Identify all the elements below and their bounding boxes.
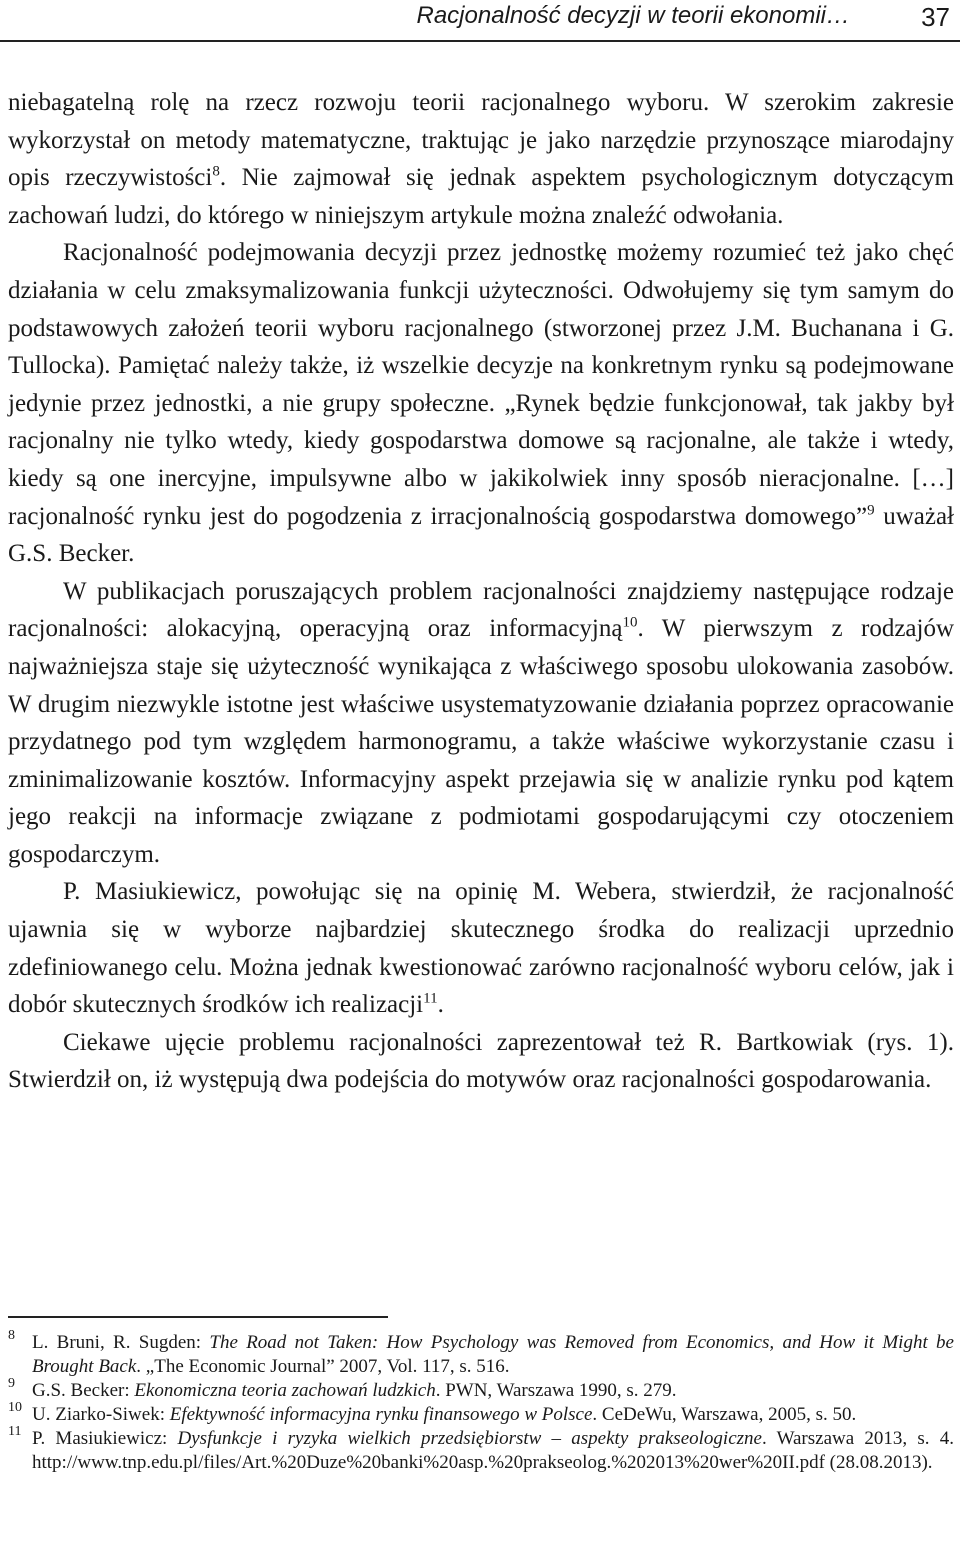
paragraph: Ciekawe ujęcie problemu racjonalności zaprezentował też R. Bartkowiak (rys. 1). Stwierdził on, iż występują dwa podejścia do motywów oraz racjonalności gospodarowania. bbox=[8, 1028, 954, 1094]
footnotes bbox=[8, 1328, 954, 1475]
footnote: 8 L. Bruni, R. Sugden: The Road not Taken: How Psychology was Removed from Economics, and How it Might be Brought Back. „The Economic Journal” 2007, Vol. 117, s. 516. bbox=[8, 1331, 954, 1379]
footnote-number: 9 bbox=[8, 1376, 15, 1391]
page-header bbox=[0, 0, 960, 44]
footnote-divider bbox=[8, 1316, 388, 1318]
footnote-number: 11 bbox=[8, 1424, 22, 1439]
footnote-number: 8 bbox=[8, 1328, 15, 1343]
footnote-ref-10[interactable]: 10 bbox=[622, 614, 638, 631]
paragraph: niebagatelną rolę na rzecz rozwoju teorii racjonalnego wyboru. W szerokim zakresie wykorzystał on metody matematyczne, traktując je jako narzędzie przynoszące miarodajny opis rzeczywistości$^8$. Nie zajmował się jednak aspektem psychologicznym dotyczącym zachowań ludzi, do którego w niniejszym artykule można znaleźć odwołania. bbox=[8, 89, 954, 229]
body-text bbox=[8, 84, 954, 1099]
footnote-ref-11[interactable]: 11 bbox=[423, 990, 438, 1007]
footnote: 10 U. Ziarko-Siwek: Efektywność informacyjna rynku finansowego w Polsce. CeDeWu, Warszawa, 2005, s. 50. bbox=[8, 1403, 954, 1427]
footnote-number: 10 bbox=[8, 1400, 22, 1415]
page-number: 37 bbox=[921, 2, 950, 32]
footnote-ref-8[interactable]: 8 bbox=[212, 163, 220, 180]
footnote-link[interactable]: . Warszawa 2013, s. 4. http://www.tnp.edu.pl/files/Art.%20Duze%20banki%20asp.%20prakseolog.%202013%20wer%20II.pdf (28.08.2013). bbox=[32, 1428, 954, 1473]
paragraph: P. Masiukiewicz, powołując się na opinię M. Webera, stwierdził, że racjonalność ujawnia się w wyborze najbardziej skutecznego środka do realizacji uprzednio zdefiniowanego celu. Można jednak kwestionować zarówno racjonalność wyboru celów, jak i dobór skutecznych środków ich realizacji$^{11}$. bbox=[8, 878, 954, 1019]
footnote: 11 P. Masiukiewicz: Dysfunkcje i ryzyka wielkich przedsiębiorstw – aspekty prakseologiczne. Warszawa 2013, s. 4. http://www.tnp.edu.pl/files/Art.%20Duze%20banki%20asp.%20prakseolog.%202013%20wer%20II.pdf (28.08.2013). bbox=[8, 1427, 954, 1475]
paragraph: W publikacjach poruszających problem racjonalności znajdziemy następujące rodzaje racjonalności: alokacyjną, operacyjną oraz informacyjną$^{10}$. W pierwszym z rodzajów najważniejsza staje się użyteczność wynikająca z właściwego sposobu ulokowania zasobów. W drugim niezwykle istotne jest właściwe usystematyzowanie działania poprzez opracowanie przydatnego pod tym względem harmonogramu, a także właściwe wykorzystanie czasu i zminimalizowanie kosztów. Informacyjny aspekt przejawia się w analizie rynku pod kątem jego reakcji na informacje związane z podmiotami gospodarującymi czy otoczeniem gospodarczym. bbox=[8, 577, 955, 868]
footnote: 9 G.S. Becker: Ekonomiczna teoria zachowań ludzkich. PWN, Warszawa 1990, s. 279. bbox=[8, 1379, 954, 1403]
paragraph: Racjonalność podejmowania decyzji przez jednostkę możemy rozumieć też jako chęć działania w celu zmaksymalizowania funkcji użyteczności. Odwołujemy się tym samym do podstawowych założeń teorii wyboru racjonalnego (stworzonej przez J.M. Buchanana i G. Tullocka). Pamiętać należy także, iż wszelkie decyzje na konkretnym rynku są podejmowane jedynie przez jednostki, a nie grupy społeczne. „Rynek będzie funkcjonował, tak jakby był racjonalny nie tylko wtedy, kiedy gospodarstwa domowe są racjonalne, ale także i wtedy, kiedy są one inercyjne, impulsywne albo w jakikolwiek inny sposób nieracjonalne. […] racjonalność rynku jest do pogodzenia z irracjonalnością gospodarstwa domowego”$^9$ uważał G.S. Becker. bbox=[8, 239, 954, 568]
running-title: Racjonalność decyzji w teorii ekonomii… bbox=[416, 2, 850, 29]
footnote-ref-9[interactable]: 9 bbox=[867, 502, 875, 519]
header-divider bbox=[0, 40, 960, 42]
